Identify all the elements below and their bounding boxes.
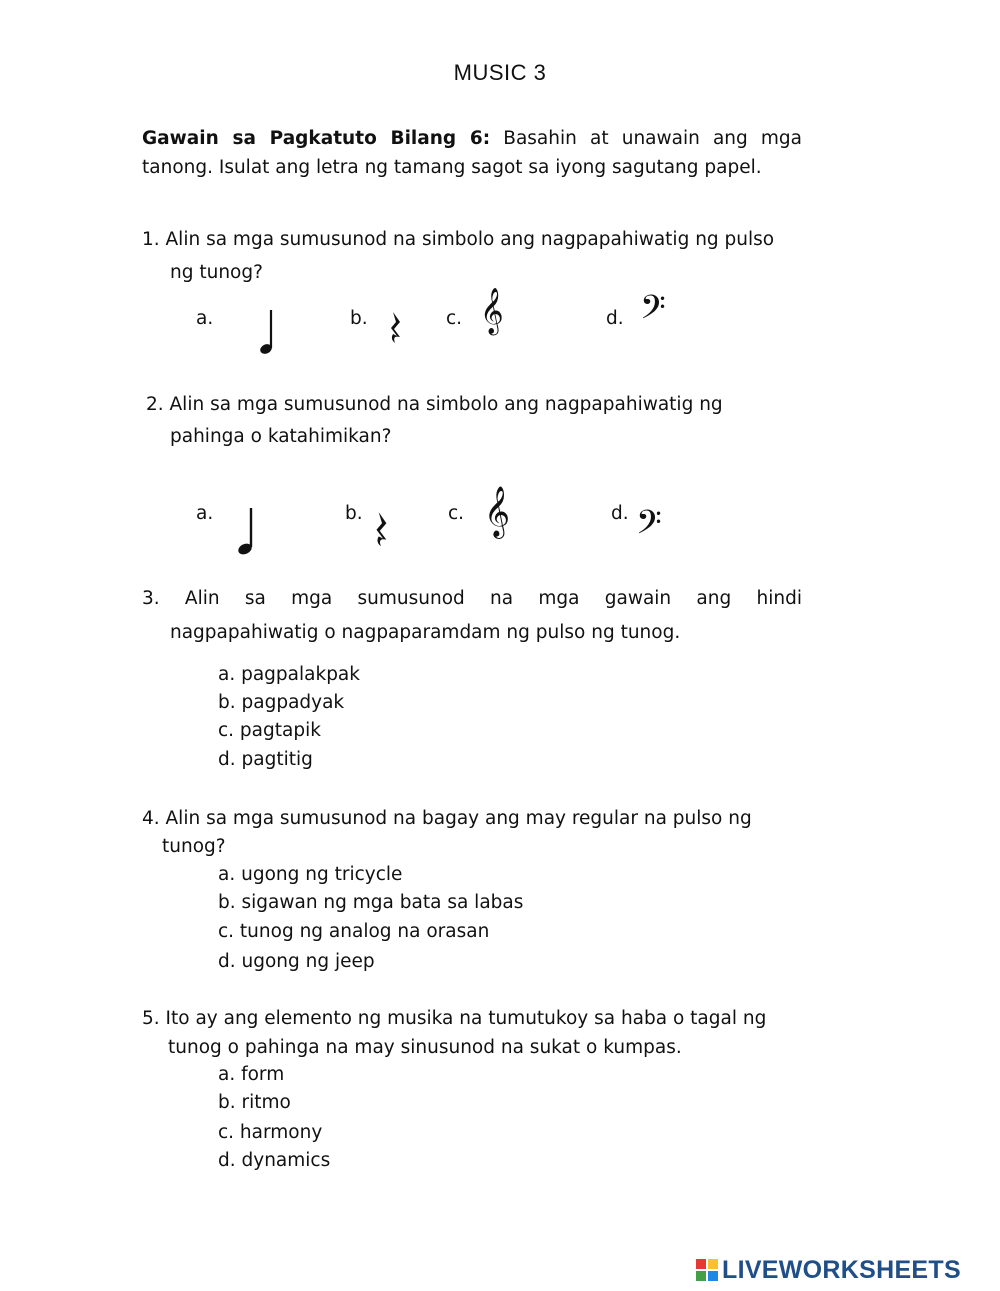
question-2-text: 2. Alin sa mga sumusunod na simbolo ang nagpapahiwatig ng xyxy=(146,394,723,415)
quarter-note-icon xyxy=(236,506,258,556)
quarter-note-icon xyxy=(258,308,278,356)
q3-option-a[interactable]: a. pagpalakpak xyxy=(218,664,360,685)
q2-choice-b[interactable]: b. xyxy=(345,503,363,524)
q1-choice-b[interactable]: b. xyxy=(350,308,368,329)
q1-choice-c[interactable]: c. xyxy=(446,308,463,329)
q5-option-c[interactable]: c. harmony xyxy=(218,1122,323,1143)
treble-clef-icon: 𝄞 xyxy=(480,288,504,334)
question-3-text-cont: nagpapahiwatig o nagpaparamdam ng pulso ng tunog. xyxy=(170,622,681,643)
question-1-text: 1. Alin sa mga sumusunod na simbolo ang nagpapahiwatig ng pulso xyxy=(142,229,775,250)
question-4-text-cont: tunog? xyxy=(162,836,226,857)
q5-option-a[interactable]: a. form xyxy=(218,1064,285,1085)
quarter-rest-icon xyxy=(373,510,391,554)
question-3-text: 3. Alin sa mga sumusunod na mga gawain ang hindi xyxy=(142,588,802,609)
q4-option-c[interactable]: c. tunog ng analog na orasan xyxy=(218,921,490,942)
liveworksheets-logo-icon xyxy=(696,1259,718,1281)
instructions-lead: Gawain sa Pagkatuto Bilang 6: xyxy=(142,128,491,149)
q4-option-a[interactable]: a. ugong ng tricycle xyxy=(218,864,403,885)
q2-choice-d[interactable]: d. xyxy=(611,503,629,524)
q1-choice-a[interactable]: a. xyxy=(196,308,214,329)
q3-option-b[interactable]: b. pagpadyak xyxy=(218,692,345,713)
q2-choice-c[interactable]: c. xyxy=(448,503,465,524)
q4-option-b[interactable]: b. sigawan ng mga bata sa labas xyxy=(218,892,524,913)
instructions-line-2: tanong. Isulat ang letra ng tamang sagot sa iyong sagutang papel. xyxy=(142,157,762,178)
liveworksheets-logo-text: LIVEWORKSHEETS xyxy=(722,1255,961,1284)
q5-option-b[interactable]: b. ritmo xyxy=(218,1092,291,1113)
bass-clef-icon: 𝄢 xyxy=(640,289,666,335)
q4-option-d[interactable]: d. ugong ng jeep xyxy=(218,951,375,972)
bass-clef-icon: 𝄢 xyxy=(636,504,662,550)
question-1-text-cont: ng tunog? xyxy=(170,262,263,283)
treble-clef-icon: 𝄞 xyxy=(484,486,511,537)
instructions-line1-rest: Basahin at unawain ang mga xyxy=(503,128,803,149)
question-5-text: 5. Ito ay ang elemento ng musika na tumutukoy sa haba o tagal ng xyxy=(142,1008,767,1029)
q2-choice-a[interactable]: a. xyxy=(196,503,214,524)
q1-choice-d[interactable]: d. xyxy=(606,308,624,329)
q3-option-c[interactable]: c. pagtapik xyxy=(218,720,321,741)
q5-option-d[interactable]: d. dynamics xyxy=(218,1150,331,1171)
page-title: MUSIC 3 xyxy=(453,60,547,85)
q3-option-d[interactable]: d. pagtitig xyxy=(218,749,313,770)
liveworksheets-logo xyxy=(696,1255,994,1285)
question-2-text-cont: pahinga o katahimikan? xyxy=(170,426,392,447)
quarter-rest-icon xyxy=(388,310,404,350)
question-5-text-cont: tunog o pahinga na may sinusunod na sukat o kumpas. xyxy=(168,1037,682,1058)
instructions-line-1 xyxy=(142,128,802,149)
question-4-text: 4. Alin sa mga sumusunod na bagay ang may regular na pulso ng xyxy=(142,808,752,829)
